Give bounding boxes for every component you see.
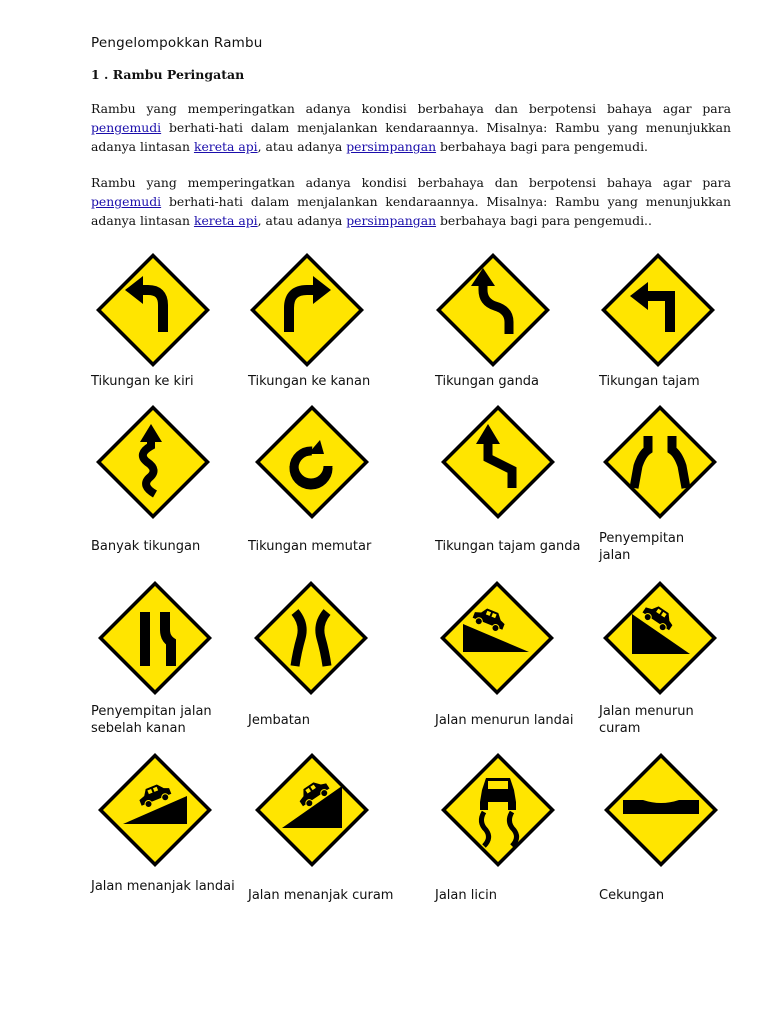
caption-penyempitan-jalan: Penyempitan jalan: [599, 531, 685, 563]
u-turn-icon: [252, 402, 372, 522]
sign-cekungan: [601, 750, 721, 870]
paragraph-text: berhati-hati dalam menjalankan kendaraannya. Misalnya: Rambu yang menunjukkan adanya lintasan: [91, 120, 731, 155]
steep-descent-icon: [600, 578, 720, 698]
caption-tikungan-ke-kanan: Tikungan ke kanan: [248, 374, 371, 389]
bridge-icon: [251, 578, 371, 698]
link-pengemudi[interactable]: pengemudi: [91, 120, 162, 136]
paragraph-1: [91, 99, 731, 157]
caption-jalan-menurun-landai: Jalan menurun landai: [435, 713, 574, 728]
caption-tikungan-ke-kiri: Tikungan ke kiri: [91, 374, 194, 389]
road-narrows-right-icon: [95, 578, 215, 698]
section-heading: 1 . Rambu Peringatan: [91, 67, 245, 82]
paragraph-2: [91, 173, 731, 231]
link-persimpangan[interactable]: persimpangan: [346, 213, 437, 229]
paragraph-text: berhati-hati dalam menjalankan kendaraannya. Misalnya: Rambu yang menunjukkan adanya lintasan: [91, 194, 731, 229]
road-narrows-icon: [600, 402, 720, 522]
slippery-road-icon: [438, 750, 558, 870]
paragraph-text: berbahaya bagi para pengemudi..: [436, 213, 652, 229]
sign-tikungan-ke-kanan: [247, 250, 367, 370]
paragraph-text: , atau adanya: [257, 213, 347, 229]
paragraph-text: berbahaya bagi para pengemudi.: [436, 139, 648, 155]
steep-ascent-icon: [252, 750, 372, 870]
caption-tikungan-tajam: Tikungan tajam: [599, 374, 700, 389]
sign-jalan-menurun-curam: [600, 578, 720, 698]
caption-jembatan: Jembatan: [248, 713, 311, 728]
sign-tikungan-memutar: [252, 402, 372, 522]
caption-tikungan-tajam-ganda: Tikungan tajam ganda: [435, 539, 581, 554]
sign-tikungan-ganda: [433, 250, 553, 370]
sign-jalan-menurun-landai: [437, 578, 557, 698]
sign-banyak-tikungan: [93, 402, 213, 522]
paragraph-text: Rambu yang memperingatkan adanya kondisi berbahaya dan berpotensi bahaya agar para: [91, 101, 731, 116]
sharp-turn-left-icon: [598, 250, 718, 370]
sign-jalan-menanjak-landai: [95, 750, 215, 870]
link-kereta-api[interactable]: kereta api: [193, 213, 258, 229]
sign-penyempitan-jalan: [600, 402, 720, 522]
caption-tikungan-memutar: Tikungan memutar: [248, 539, 372, 554]
link-persimpangan[interactable]: persimpangan: [346, 139, 437, 155]
gentle-descent-icon: [437, 578, 557, 698]
paragraph-text: Rambu yang memperingatkan adanya kondisi berbahaya dan berpotensi bahaya agar para: [91, 175, 731, 190]
caption-penyempitan-jalan-kanan: Penyempitan jalan sebelah kanan: [91, 704, 212, 736]
caption-tikungan-ganda: Tikungan ganda: [435, 374, 540, 389]
double-sharp-turn-icon: [438, 402, 558, 522]
sign-jembatan: [251, 578, 371, 698]
caption-jalan-menanjak-curam: Jalan menanjak curam: [248, 888, 394, 903]
double-curve-icon: [433, 250, 553, 370]
sign-jalan-licin: [438, 750, 558, 870]
caption-jalan-menurun-curam: Jalan menurun curam: [599, 704, 694, 736]
dip-icon: [601, 750, 721, 870]
curve-right-icon: [247, 250, 367, 370]
sign-tikungan-tajam-ganda: [438, 402, 558, 522]
link-pengemudi[interactable]: pengemudi: [91, 194, 162, 210]
sign-penyempitan-jalan-kanan: [95, 578, 215, 698]
sign-tikungan-ke-kiri: [93, 250, 213, 370]
link-kereta-api[interactable]: kereta api: [193, 139, 258, 155]
caption-banyak-tikungan: Banyak tikungan: [91, 539, 201, 554]
caption-jalan-menanjak-landai: Jalan menanjak landai: [91, 879, 235, 894]
sign-jalan-menanjak-curam: [252, 750, 372, 870]
curve-left-icon: [93, 250, 213, 370]
document-title: Pengelompokkan Rambu: [91, 35, 263, 51]
winding-road-icon: [93, 402, 213, 522]
paragraph-text: , atau adanya: [257, 139, 347, 155]
sign-tikungan-tajam: [598, 250, 718, 370]
caption-cekungan: Cekungan: [599, 888, 665, 903]
caption-jalan-licin: Jalan licin: [435, 888, 497, 903]
gentle-ascent-icon: [95, 750, 215, 870]
